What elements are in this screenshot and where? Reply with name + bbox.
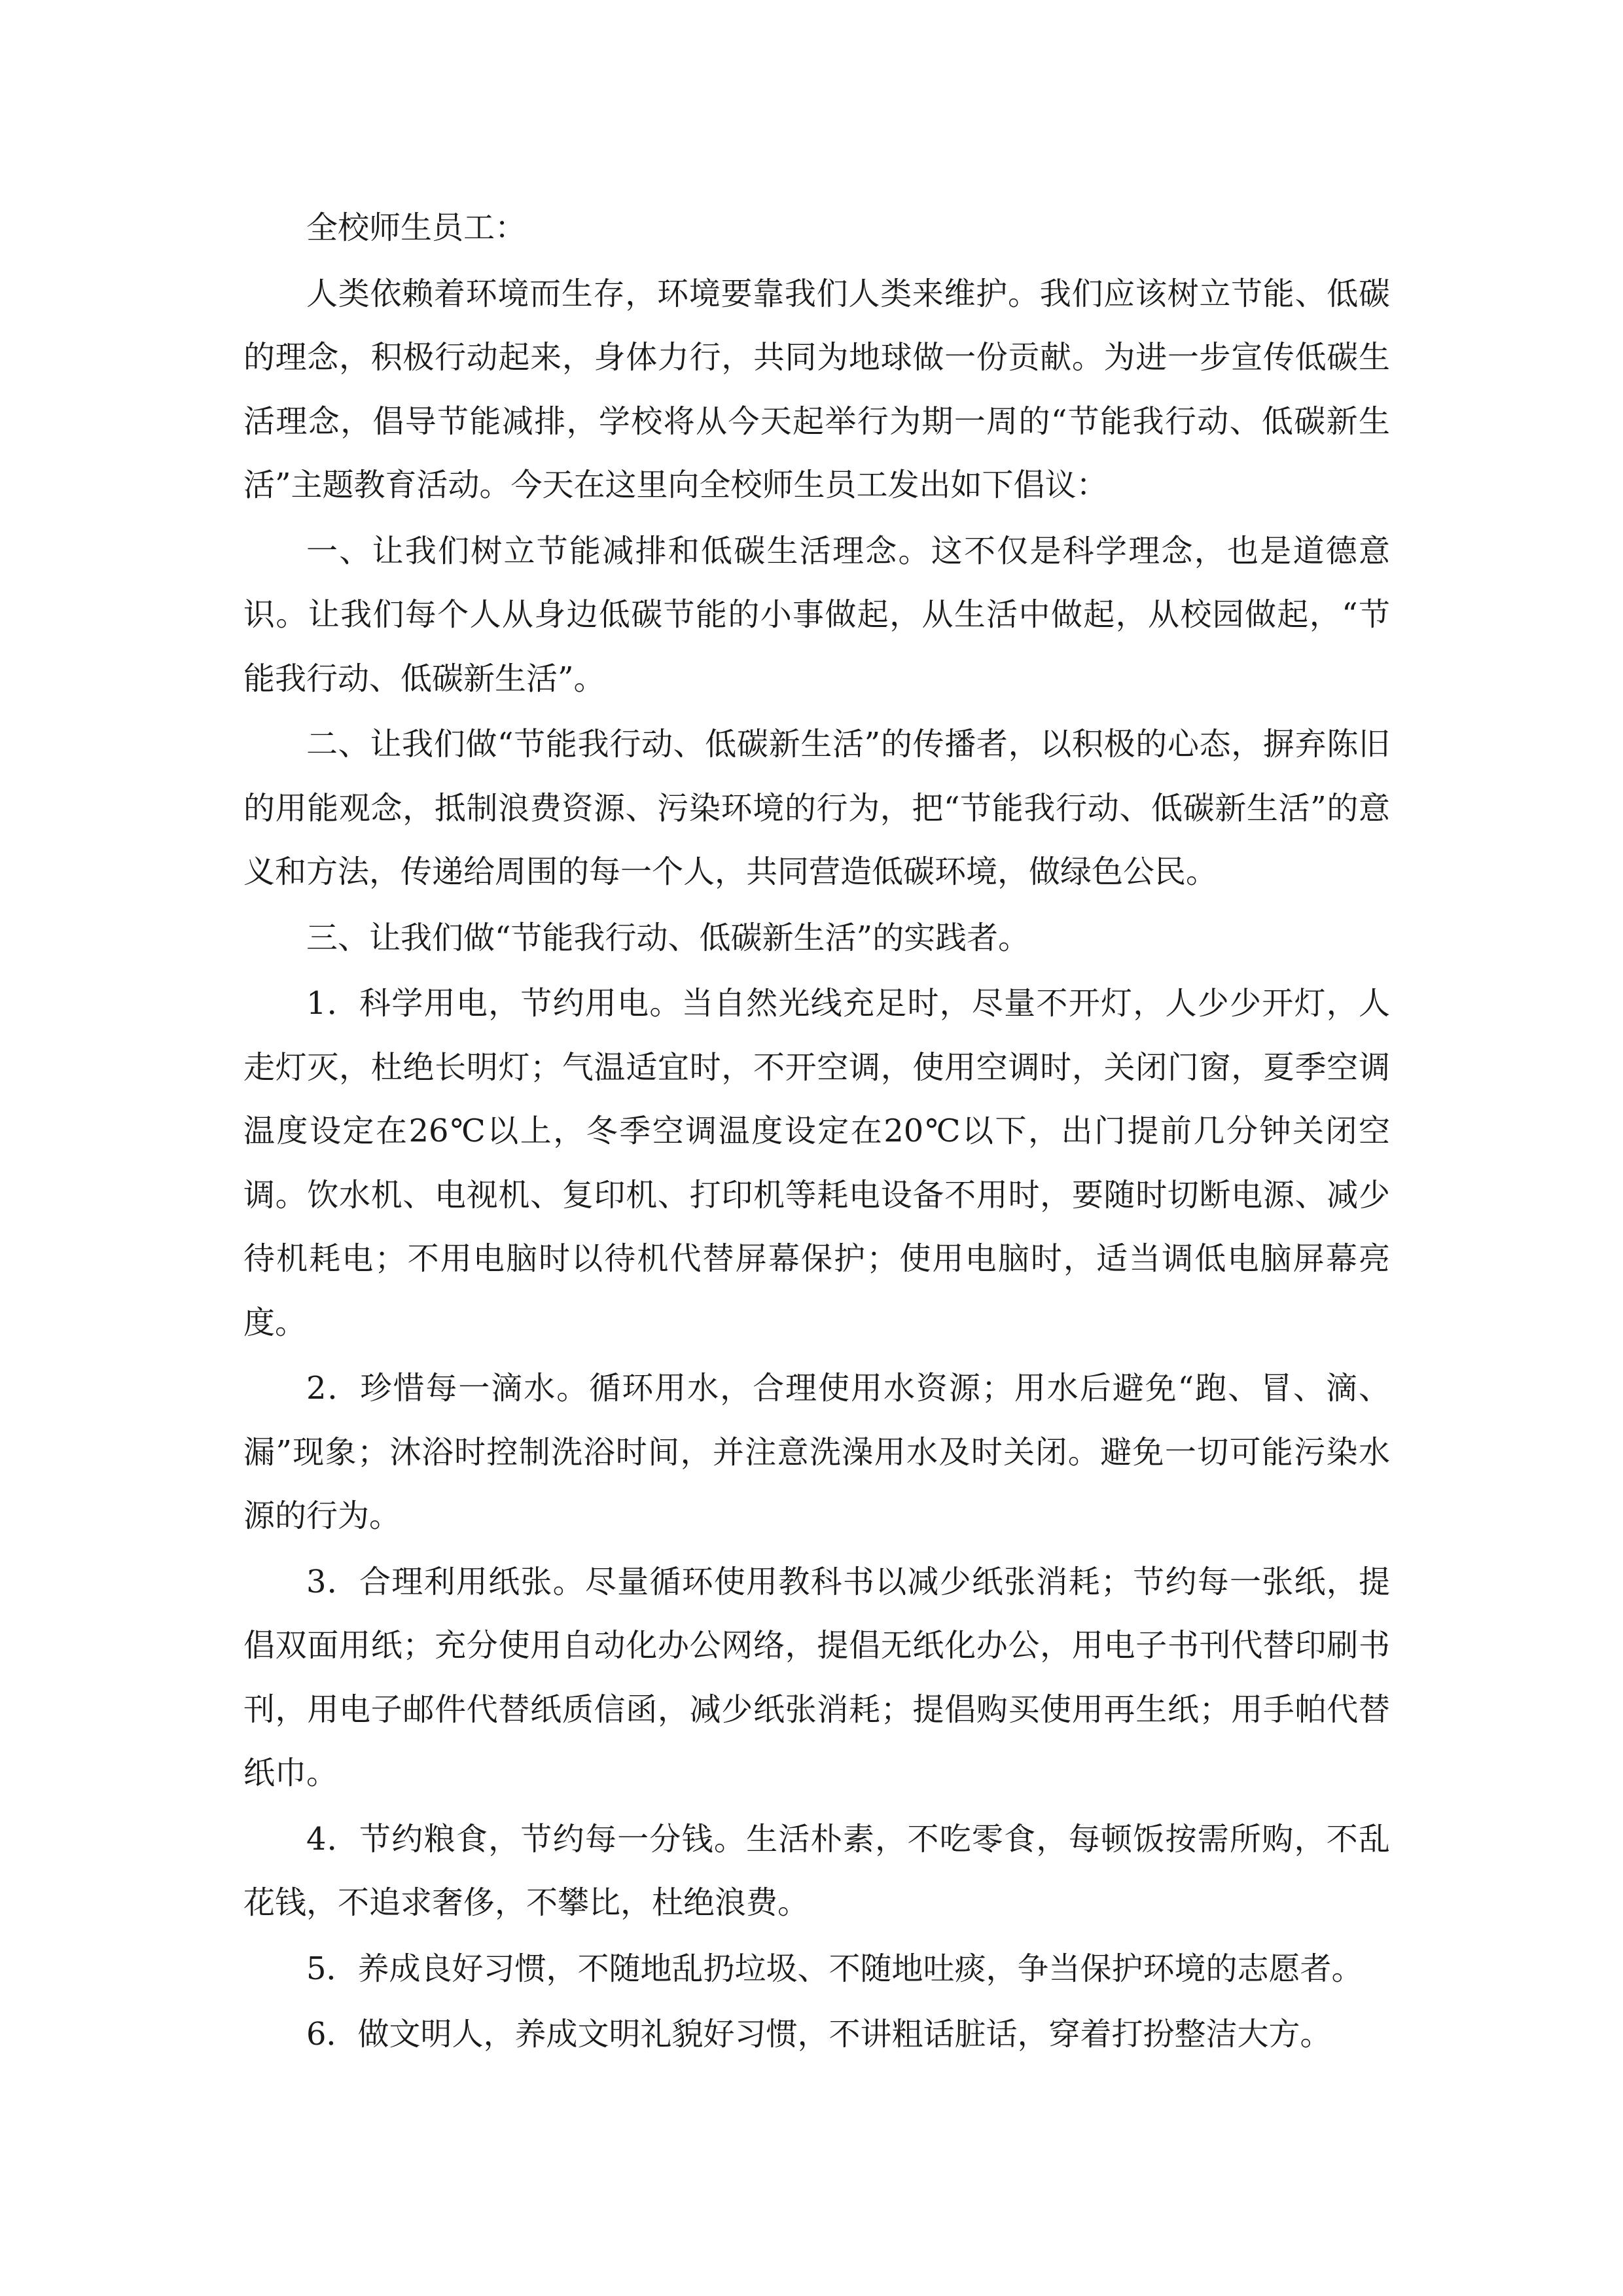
proposal-two-paragraph: 二、让我们做“节能我行动、低碳新生活”的传播者，以积极的心态，摒弃陈旧的用能观念，抵制浪费资源、污染环境的行为，把“节能我行动、低碳新生活”的意义和方法，传递给周围的每一个人，共同营造低碳环境，做绿色公民。: [243, 726, 1390, 890]
item-electricity-paragraph: 1．科学用电，节约用电。当自然光线充足时，尽量不开灯，人少少开灯，人走灯灭，杜绝长明灯；气温适宜时，不开空调，使用空调时，关闭门窗，夏季空调温度设定在26℃以上，冬季空调温度设定在20℃以下，出门提前几分钟关闭空调。饮水机、电视机、复印机、打印机等耗电设备不用时，要随时切断电源、减少待机耗电；不用电脑时以待机代替屏幕保护；使用电脑时，适当调低电脑屏幕亮度。: [243, 985, 1390, 1341]
item-civility-paragraph: 6．做文明人，养成文明礼貌好习惯，不讲粗话脏话，穿着打扮整洁大方。: [306, 2016, 1332, 2053]
salutation: 全校师生员工：: [306, 209, 527, 246]
item-food-paragraph: 4．节约粮食，节约每一分钱。生活朴素，不吃零食，每顿饭按需所购，不乱花钱，不追求奢侈，不攀比，杜绝浪费。: [243, 1820, 1390, 1921]
intro-paragraph: 人类依赖着环境而生存，环境要靠我们人类来维护。我们应该树立节能、低碳的理念，积极行动起来，身体力行，共同为地球做一份贡献。为进一步宣传低碳生活理念，倡导节能减排，学校将从今天起举行为期一周的“节能我行动、低碳新生活”主题教育活动。今天在这里向全校师生员工发出如下倡议：: [243, 275, 1390, 503]
item-habits-paragraph: 5．养成良好习惯，不随地乱扔垃圾、不随地吐痰，争当保护环境的志愿者。: [306, 1950, 1363, 1987]
item-water-paragraph: 2．珍惜每一滴水。循环用水，合理使用水资源；用水后避免“跑、冒、滴、漏”现象；沐浴时控制洗浴时间，并注意洗澡用水及时关闭。避免一切可能污染水源的行为。: [243, 1370, 1390, 1534]
item-paper-paragraph: 3．合理利用纸张。尽量循环使用教科书以减少纸张消耗；节约每一张纸，提倡双面用纸；充分使用自动化办公网络，提倡无纸化办公，用电子书刊代替印刷书刊，用电子邮件代替纸质信函，减少纸张消耗；提倡购买使用再生纸；用手帕代替纸巾。: [243, 1563, 1390, 1791]
proposal-one-paragraph: 一、让我们树立节能减排和低碳生活理念。这不仅是科学理念，也是道德意识。让我们每个人从身边低碳节能的小事做起，从生活中做起，从校园做起，“节能我行动、低碳新生活”。: [243, 532, 1390, 697]
document-body: [243, 196, 1390, 2069]
proposal-three-paragraph: 三、让我们做“节能我行动、低碳新生活”的实践者。: [306, 919, 1030, 956]
